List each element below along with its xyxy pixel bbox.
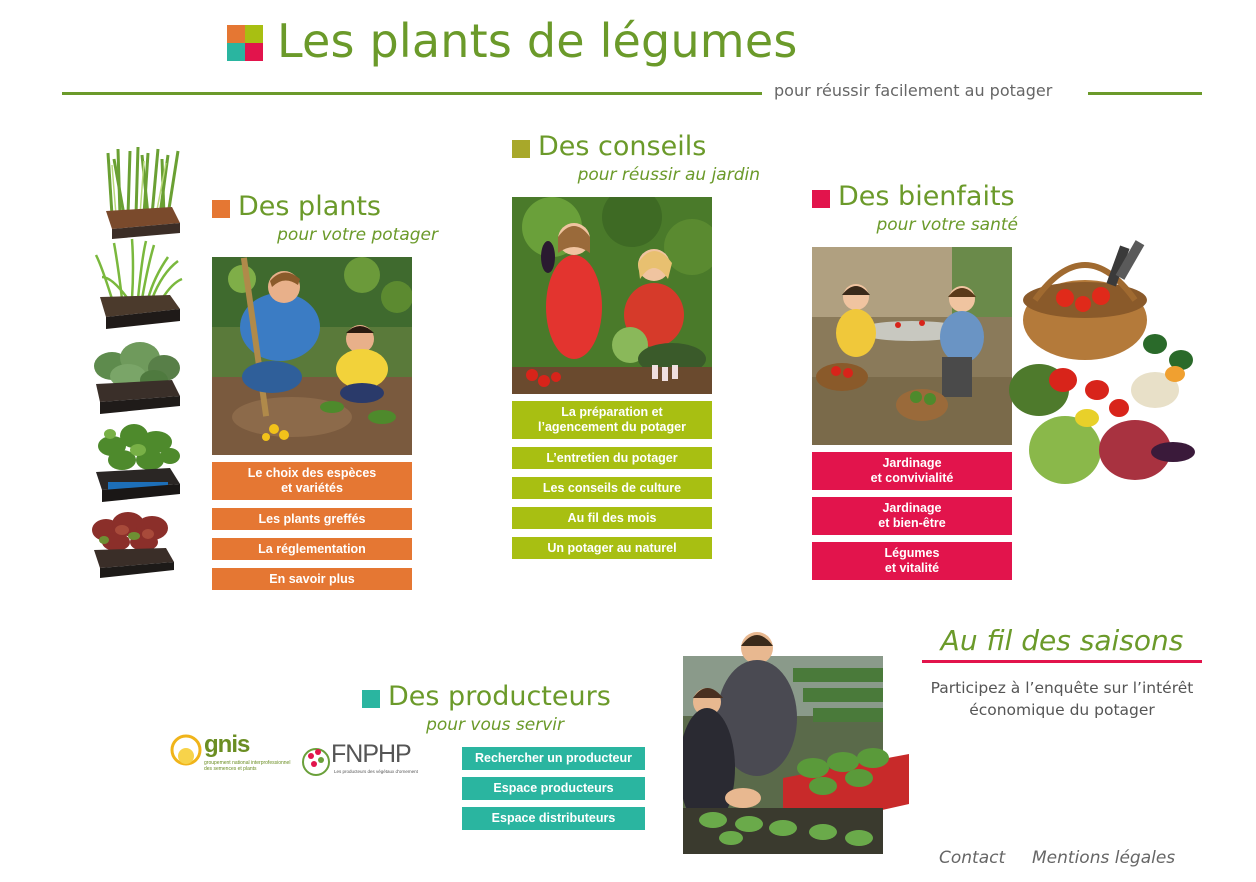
vegetable-basket-image — [1005, 240, 1200, 498]
producteurs-button-search[interactable]: Rechercher un producteur — [462, 747, 645, 770]
section-bienfaits-header — [812, 181, 1022, 237]
gnis-logo-name: gnis — [204, 731, 250, 758]
seedling-tray-cabbage-image — [88, 336, 184, 416]
producteurs-photo — [683, 628, 913, 854]
seasons-survey-link[interactable]: Participez à l’enquête sur l’intérêt économique du potager — [930, 679, 1194, 719]
conseils-photo — [512, 197, 712, 394]
header-divider-left — [62, 92, 762, 95]
section-producteurs-marker — [362, 690, 380, 708]
section-bienfaits-subtitle: pour votre santé — [876, 215, 1018, 235]
section-conseils-marker — [512, 140, 530, 158]
logo-square-lime — [245, 25, 263, 43]
site-tagline: pour réussir facilement au potager — [774, 81, 1053, 100]
section-plants-header — [212, 191, 442, 247]
section-conseils-header — [512, 131, 762, 187]
bienfaits-button-conviviality[interactable]: Jardinage et convivialité — [812, 452, 1012, 490]
seedling-tray-lettuce-image — [88, 508, 178, 580]
site-logo[interactable] — [227, 25, 263, 61]
section-bienfaits-title[interactable]: Des bienfaits — [838, 181, 1015, 212]
plants-button-grafted[interactable]: Les plants greffés — [212, 508, 412, 530]
logo-square-teal — [227, 43, 245, 61]
seasons-divider — [922, 660, 1202, 663]
logo-square-red — [245, 43, 263, 61]
bienfaits-photo — [812, 247, 1012, 445]
plants-photo — [212, 257, 412, 455]
conseils-button-natural[interactable]: Un potager au naturel — [512, 537, 712, 559]
site-title[interactable]: Les plants de légumes — [277, 14, 798, 68]
gnis-logo[interactable] — [170, 733, 295, 783]
section-plants-title[interactable]: Des plants — [238, 191, 382, 222]
header-divider-right — [1088, 92, 1202, 95]
section-bienfaits-marker — [812, 190, 830, 208]
footer-legal-link[interactable]: Mentions légales — [1032, 848, 1176, 868]
seedling-tray-leek-image — [100, 145, 185, 240]
section-plants-marker — [212, 200, 230, 218]
gnis-logo-tagline: groupement national interprofessionnel des semences et plants — [204, 760, 291, 772]
section-conseils-title[interactable]: Des conseils — [538, 131, 707, 162]
section-producteurs-header — [362, 681, 622, 737]
fnphp-logo[interactable] — [298, 738, 418, 780]
conseils-button-culture-tips[interactable]: Les conseils de culture — [512, 477, 712, 499]
plants-button-species[interactable]: Le choix des espèces et variétés — [212, 462, 412, 500]
plants-button-regulation[interactable]: La réglementation — [212, 538, 412, 560]
seedling-tray-onion-image — [92, 237, 185, 329]
section-plants-subtitle: pour votre potager — [277, 225, 438, 245]
bienfaits-button-vitality[interactable]: Légumes et vitalité — [812, 542, 1012, 580]
conseils-button-preparation[interactable]: La préparation et l’agencement du potager — [512, 401, 712, 439]
conseils-button-months[interactable]: Au fil des mois — [512, 507, 712, 529]
section-producteurs-subtitle: pour vous servir — [426, 715, 564, 735]
section-conseils-subtitle: pour réussir au jardin — [577, 165, 760, 185]
bienfaits-button-wellbeing[interactable]: Jardinage et bien-être — [812, 497, 1012, 535]
section-producteurs-title[interactable]: Des producteurs — [388, 681, 611, 712]
seedling-tray-tomato-image — [90, 420, 185, 505]
plants-button-learn-more[interactable]: En savoir plus — [212, 568, 412, 590]
producteurs-button-producer-space[interactable]: Espace producteurs — [462, 777, 645, 800]
logo-square-orange — [227, 25, 245, 43]
fnphp-logo-tagline: Les producteurs des végétaux d'ornement — [334, 769, 418, 774]
footer-contact-link[interactable]: Contact — [939, 848, 1006, 868]
conseils-button-maintenance[interactable]: L’entretien du potager — [512, 447, 712, 469]
producteurs-button-distributor-space[interactable]: Espace distributeurs — [462, 807, 645, 830]
seasons-title[interactable]: Au fil des saisons — [940, 624, 1184, 657]
fnphp-logo-name: FNPHP — [331, 740, 411, 768]
